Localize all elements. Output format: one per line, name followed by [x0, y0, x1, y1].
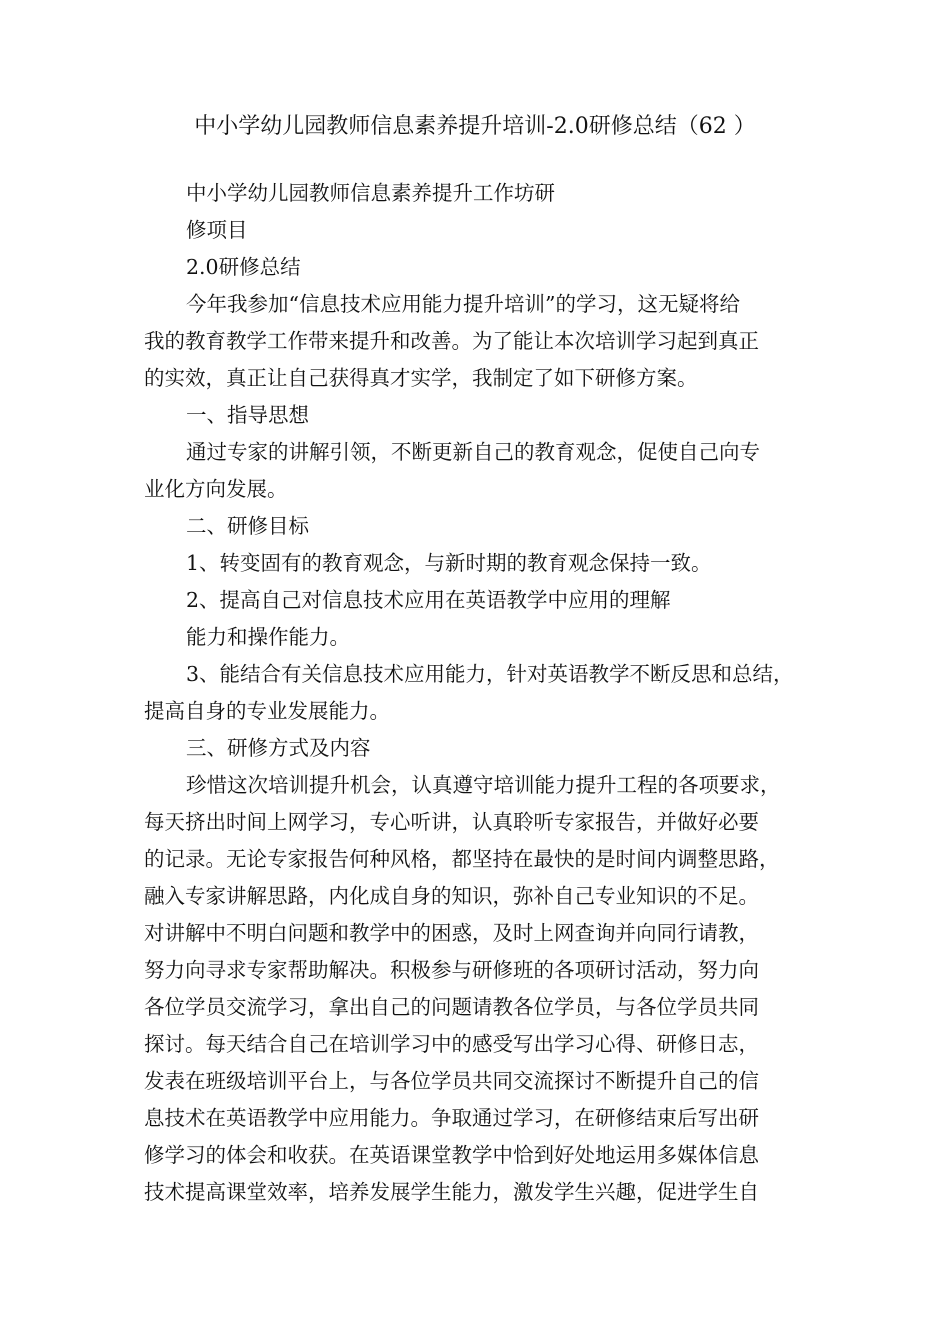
- text-line: 对讲解中不明白问题和教学中的困惑，及时上网查询并向同行请教，: [144, 921, 759, 945]
- text-line: 今年我参加“信息技术应用能力提升培训”的学习，这无疑将给: [186, 292, 740, 316]
- text-line: 三、研修方式及内容: [186, 736, 371, 760]
- text-line: 能力和操作能力。: [186, 625, 350, 649]
- document-body: [144, 175, 824, 1211]
- text-line: 的实效，真正让自己获得真才实学，我制定了如下研修方案。: [144, 366, 698, 390]
- document-title: 中小学幼儿园教师信息素养提升培训-2.0研修总结（62 ）: [194, 114, 756, 139]
- text-line: 一、指导思想: [186, 403, 309, 427]
- text-line: 技术提高课堂效率，培养发展学生能力，激发学生兴趣，促进学生自: [144, 1180, 759, 1204]
- text-line: 3、能结合有关信息技术应用能力，针对英语教学不断反思和总结，: [186, 662, 794, 686]
- text-line: 的记录。无论专家报告何种风格，都坚持在最快的是时间内调整思路，: [144, 847, 780, 871]
- text-line: 2、提高自己对信息技术应用在英语教学中应用的理解: [186, 588, 671, 612]
- text-line: 二、研修目标: [186, 514, 309, 538]
- text-line: 探讨。每天结合自己在培训学习中的感受写出学习心得、研修日志，: [144, 1032, 759, 1056]
- text-line: 各位学员交流学习，拿出自己的问题请教各位学员，与各位学员共同: [144, 995, 759, 1019]
- text-line: 提高自身的专业发展能力。: [144, 699, 390, 723]
- text-line: 1、转变固有的教育观念，与新时期的教育观念保持一致。: [186, 551, 712, 575]
- text-line: 修学习的体会和收获。在英语课堂教学中恰到好处地运用多媒体信息: [144, 1143, 759, 1167]
- text-line: 中小学幼儿园教师信息素养提升工作坊研: [186, 181, 555, 205]
- text-line: 努力向寻求专家帮助解决。积极参与研修班的各项研讨活动，努力向: [144, 958, 759, 982]
- text-line: 2.0研修总结: [186, 255, 301, 279]
- text-line: 通过专家的讲解引领，不断更新自己的教育观念，促使自己向专: [186, 440, 760, 464]
- text-line: 发表在班级培训平台上，与各位学员共同交流探讨不断提升自己的信: [144, 1069, 759, 1093]
- text-line: 业化方向发展。: [144, 477, 288, 501]
- text-line: 融入专家讲解思路，内化成自身的知识，弥补自己专业知识的不足。: [144, 884, 759, 908]
- text-line: 每天挤出时间上网学习，专心听讲，认真聆听专家报告，并做好必要: [144, 810, 759, 834]
- text-line: 修项目: [186, 218, 248, 242]
- text-line: 息技术在英语教学中应用能力。争取通过学习，在研修结束后写出研: [144, 1106, 759, 1130]
- text-line: 珍惜这次培训提升机会，认真遵守培训能力提升工程的各项要求，: [186, 773, 781, 797]
- text-line: 我的教育教学工作带来提升和改善。为了能让本次培训学习起到真正: [144, 329, 759, 353]
